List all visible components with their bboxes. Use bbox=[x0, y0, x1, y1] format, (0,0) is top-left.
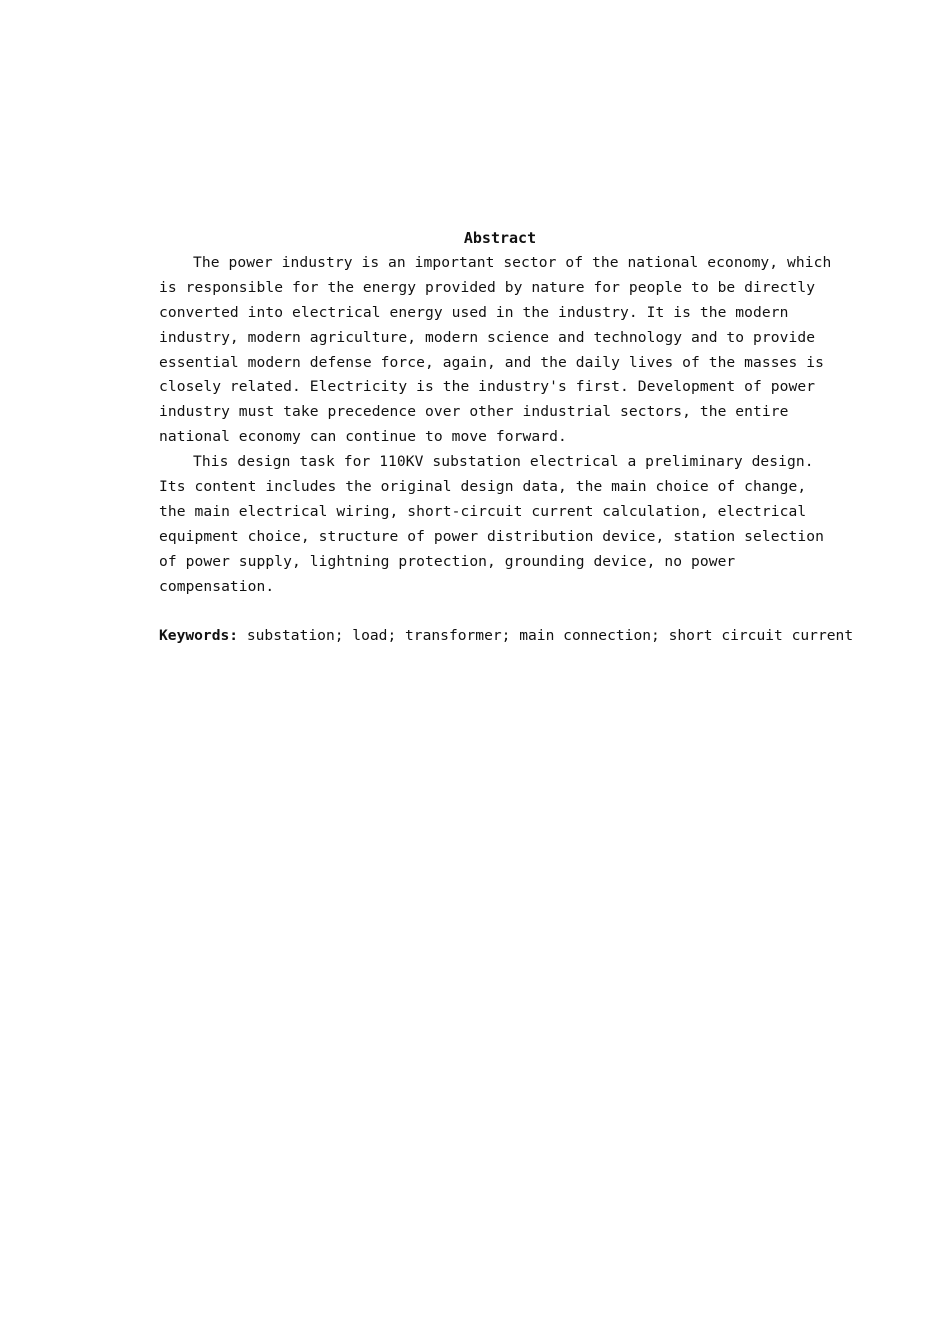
keywords-line bbox=[159, 624, 854, 649]
abstract-title: Abstract bbox=[463, 229, 537, 247]
abstract-section bbox=[159, 226, 854, 649]
abstract-paragraph-2: This design task for 110KV substation electrical a preliminary design. Its content includes the original design data, the main choice of change, the main electrical wiring, short-circuit current calculation, electrical equipment choice, structure of power distribution device, station selection of power supply, lightning protection, grounding device, no power compensation. bbox=[159, 453, 824, 595]
abstract-paragraph-1: The power industry is an important sector of the national economy, which is responsible for the energy provided by nature for people to be directly converted into electrical energy used in the industry. It is the modern industry, modern agriculture, modern science and technology and to provide essential modern defense force, again, and the daily lives of the masses is closely related. Electricity is the industry's first. Development of power industry must take precedence over other industrial sectors, the entire national economy can continue to move forward. bbox=[159, 253, 832, 446]
keywords-label: Keywords: bbox=[159, 627, 239, 645]
keywords-list: substation; load; transformer; main connection; short circuit current bbox=[238, 627, 854, 645]
